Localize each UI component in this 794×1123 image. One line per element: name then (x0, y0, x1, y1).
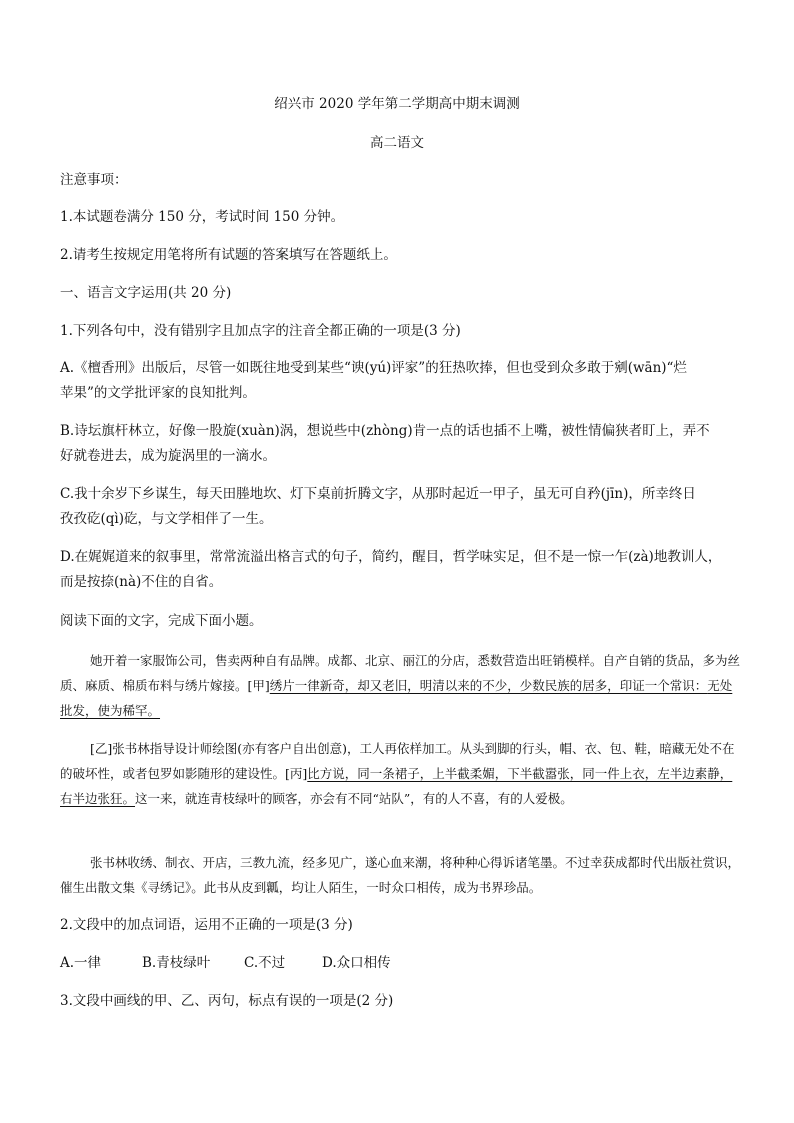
question-2-options (60, 953, 740, 973)
passage-1-text-a: 她开着一家服饰公司，售卖两种自有品牌。成都、北京、丽江的分店，悉数营造出旺销模样。自产自销的货品，多为丝质、麻质、棉质布料与绣片嫁接。[甲] (60, 653, 741, 693)
question-1-stem: 1.下列各句中，没有错别字且加点字的注音全都正确的一项是(3 分) (60, 323, 461, 339)
question-2-option-b: B.青枝绿叶 (142, 955, 211, 971)
question-1-option-c-line-1: C.我十余岁下乡谋生，每天田塍地坎、灯下桌前折腾文字，从那时起近一甲子，虽无可自矜(jīn)，所幸终日 (60, 486, 696, 502)
question-2-option-c: C.不过 (244, 955, 286, 971)
question-3-stem: 3.文段中画线的甲、乙、丙句，标点有误的一项是(2 分) (60, 993, 394, 1009)
notes-item-1: 1.本试题卷满分 150 分，考试时间 150 分钟。 (60, 209, 345, 225)
sentence-jia-underlined: 绣片一律新奇，却又老旧，明清以来的不少，少数民族的居多，印证一个常识： (269, 678, 708, 693)
exam-subject: 高二语文 (370, 135, 424, 151)
question-1-option-b-line-2: 好就卷进去，成为旋涡里的一滴水。 (60, 448, 276, 464)
question-1-option-d-line-1: D.在娓娓道来的叙事里，常常流溢出格言式的句子，简约，醒目，哲学味实足，但不是一惊一乍(zà)地教训人， (60, 549, 722, 565)
reading-instruction: 阅读下面的文字，完成下面小题。 (60, 613, 263, 629)
passage-paragraph-3: 张书林收绣、制衣、开店，三教九流，经多见广，遂心血来潮，将种种心得诉诸笔墨。不过幸获成都时代出版社赏识，催生出散文集《寻绣记》。此书从皮到瓤，均让人陌生，一时众口相传，成为书界珍品。 (60, 855, 741, 895)
passage-paragraph-2 (60, 736, 740, 811)
question-2-option-a: A.一律 (60, 955, 102, 971)
notes-heading: 注意事项： (60, 172, 128, 188)
question-1-option-c-line-2: 孜孜矻(qì)矻，与文学相伴了一生。 (60, 511, 273, 527)
question-2-stem: 2.文段中的加点词语，运用不正确的一项是(3 分) (60, 917, 353, 933)
question-1-option-d-line-2: 而是按捺(nà)不住的自省。 (60, 574, 223, 590)
question-1-option-a-line-1: A.《檀香刑》出版后，尽管一如既往地受到某些“谀(yú)评家”的狂热吹捧，但也受到众多敢于剜(wān)“烂 (60, 360, 687, 376)
passage-paragraph-1 (60, 648, 740, 723)
sentence-bing-underlined: 比方说，同一条裙子，上半截柔媚，下半截嚣张，同一件上衣，左半边素静，右半边张狂。 (60, 766, 733, 806)
notes-item-2: 2.请考生按规定用笔将所有试题的答案填写在答题纸上。 (60, 247, 397, 263)
passage-2-text-b: 这一来，就连青枝绿叶的顾客，亦会有不同“站队”，有的人不喜，有的人爱极。 (135, 791, 573, 806)
passage-2-text-a: [乙]张书林指导设计师绘图(亦有客户自出创意)，工人再依样加工。从头到脚的行头，帽、衣、包、鞋，暗藏无处不在的破坏性，或者包罗如影随形的建设性。[丙] (60, 741, 735, 781)
question-1-option-b-line-1: B.诗坛旗杆林立，好像一股旋(xuàn)涡，想说些中(zhòng)肯一点的话也插不上嘴，被性情偏狭者盯上，弄不 (60, 423, 710, 439)
exam-title: 绍兴市 2020 学年第二学期高中期末调测 (274, 96, 520, 112)
question-1-option-a-line-2: 苹果”的文学批评家的良知批判。 (60, 385, 256, 401)
question-2-option-d: D.众口相传 (322, 955, 391, 971)
section-heading: 一、语言文字运用(共 20 分) (60, 285, 232, 301)
passage-1-text-b: 无处批发，使为稀罕。 (60, 678, 733, 718)
